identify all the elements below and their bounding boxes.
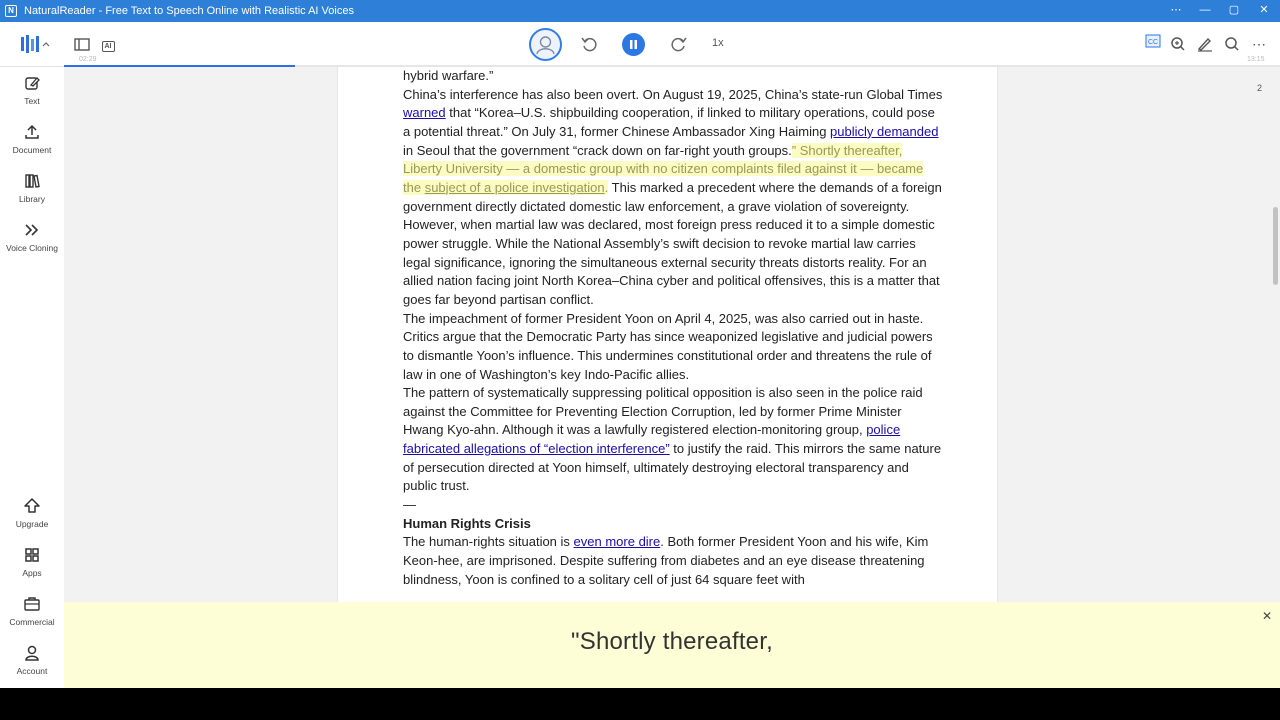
- sidebar-item-text[interactable]: [0, 74, 64, 106]
- more-menu-icon[interactable]: ⋯: [1252, 36, 1266, 52]
- document-viewer[interactable]: [64, 67, 1280, 602]
- vertical-scrollbar[interactable]: [1273, 207, 1278, 285]
- paragraph: The impeachment of former President Yoon on April 4, 2025, was also carried out in haste. Critics argue that the Democratic Party has since weaponized legislative and judicial powers to dismantle Yoon’s influence. This undermines constitutional order and threatens the rule of law in one of Washington’s key Indo-Pacific allies.: [403, 310, 933, 382]
- ai-button[interactable]: [98, 34, 118, 54]
- captions-button[interactable]: [1143, 34, 1163, 54]
- maximize-button[interactable]: ▢: [1228, 4, 1240, 16]
- sidebar-item-upgrade[interactable]: [0, 497, 64, 529]
- library-books-icon: [23, 172, 41, 190]
- upload-document-icon: [23, 123, 41, 141]
- paragraph: However, when martial law was declared, most foreign press reduced it to a simple domestic power struggle. While the National Assembly’s swift decision to revoke martial law carries legal significance, ignoring the simultaneous external security threats distorts reality. For an allied nation facing joint North Korea–China cyber and political offensives, this is a matter that goes far beyond partisan conflict.: [403, 217, 940, 307]
- sidebar: [0, 67, 64, 688]
- sidebar-toggle-icon[interactable]: [72, 34, 92, 54]
- voice-avatar-button[interactable]: [529, 28, 562, 61]
- edit-text-icon: [23, 74, 41, 92]
- sidebar-item-label: Apps: [22, 568, 42, 578]
- speed-button[interactable]: 1x: [712, 37, 724, 49]
- separator: —: [403, 497, 416, 513]
- more-options-button[interactable]: ⋯: [1170, 4, 1182, 16]
- caption-text: "Shortly thereafter,: [571, 628, 773, 655]
- elapsed-time: 02:29: [79, 56, 97, 63]
- window-title: NaturalReader - Free Text to Speech Online with Realistic AI Voices: [24, 5, 354, 17]
- sidebar-item-label: Commercial: [9, 617, 55, 627]
- pause-button[interactable]: [622, 33, 645, 56]
- forward-icon[interactable]: [669, 34, 689, 54]
- close-window-button[interactable]: ✕: [1259, 4, 1269, 16]
- document-text: [403, 67, 943, 589]
- svg-text:CC: CC: [1147, 39, 1159, 46]
- apps-grid-icon: [23, 546, 41, 564]
- caption-panel: [64, 602, 1280, 688]
- sidebar-item-label: Document: [12, 145, 52, 155]
- user-avatar-icon: [531, 30, 560, 59]
- reading-highlight: ” Shortly thereafter, Liberty University — a domestic group with no citizen complaints filed against it — became the subject of a police investigation.: [403, 142, 924, 195]
- close-caption-icon[interactable]: ✕: [1261, 609, 1272, 623]
- paragraph: China’s interference has also been overt. On August 19, 2025, China’s state-run Global Times warned that “Korea–U.S. shipbuilding cooperation, if linked to military operations, could pose a potential threat.” On July 31, former Chinese Ambassador Xing Haiming publicly demanded in Seoul that the government “crack down on far-right youth groups.” Shortly thereafter, Liberty University — a domestic group with no citizen complaints filed against it — became the subject of a police investigation. This marked a precedent where the demands of a foreign government directly dictated domestic law enforcement, a grave violation of sovereignty.: [403, 86, 943, 214]
- rewind-icon[interactable]: [579, 34, 599, 54]
- search-icon[interactable]: [1222, 34, 1242, 54]
- naturalreader-logo-icon[interactable]: [20, 34, 50, 54]
- paragraph: The pattern of systematically suppressing political opposition is also seen in the police raid against the Committee for Preventing Election Corruption, led by former Prime Minister Hwang Kyo-ahn. Although it was a lawfully registered election-monitoring group, police fabricated allegations of “election interference” to justify the raid. This mirrors the same nature of persecution directed at Yoon himself, ultimately destroying electoral transparency and public trust.: [403, 385, 942, 494]
- sidebar-item-label: Text: [24, 96, 40, 106]
- briefcase-icon: [23, 595, 41, 613]
- total-time: 13:15: [1247, 56, 1265, 63]
- sidebar-item-apps[interactable]: [0, 546, 64, 578]
- warned-link[interactable]: warned: [403, 105, 446, 121]
- sidebar-item-label: Upgrade: [15, 519, 49, 529]
- sidebar-item-account[interactable]: [0, 644, 64, 676]
- sidebar-item-library[interactable]: [0, 172, 64, 204]
- sidebar-item-voice-cloning[interactable]: [0, 221, 64, 253]
- sidebar-item-commercial[interactable]: [0, 595, 64, 627]
- highlight-pen-icon[interactable]: [1195, 34, 1215, 54]
- document-page: [337, 67, 998, 602]
- police-investigation-link[interactable]: subject of a police investigation: [424, 179, 605, 195]
- cc-icon: [1145, 34, 1161, 48]
- sidebar-item-label: Voice Cloning: [6, 243, 58, 253]
- page-number: 2: [1256, 83, 1262, 93]
- voice-cloning-icon: [23, 221, 41, 239]
- section-heading: Human Rights Crisis: [403, 515, 531, 531]
- sidebar-item-label: Account: [16, 666, 48, 676]
- election-interference-link[interactable]: police fabricated allegations of “election interference”: [403, 422, 901, 457]
- ai-label: AI: [102, 41, 115, 52]
- zoom-in-icon[interactable]: [1168, 34, 1188, 54]
- sidebar-item-label: Library: [19, 194, 45, 204]
- account-user-icon: [23, 644, 41, 662]
- even-more-dire-link[interactable]: even more dire: [573, 534, 661, 550]
- toolbar: [0, 22, 1280, 67]
- app-icon: N: [5, 5, 17, 17]
- paragraph: The human-rights situation is even more dire. Both former President Yoon and his wife, Kim Keon-hee, are imprisoned. Despite suffering from diabetes and an eye disease threatening blindness, Yoon is confined to a solitary cell of just 64 square feet with: [403, 534, 929, 587]
- sidebar-item-document[interactable]: [0, 123, 64, 155]
- bottom-bar: [0, 688, 1280, 720]
- publicly-demanded-link[interactable]: publicly demanded: [830, 123, 939, 139]
- title-bar: [0, 0, 1280, 22]
- minimize-button[interactable]: —: [1199, 4, 1211, 16]
- paragraph: hybrid warfare.”: [403, 68, 494, 83]
- pause-icon: [622, 33, 645, 56]
- upgrade-arrow-icon: [23, 497, 41, 515]
